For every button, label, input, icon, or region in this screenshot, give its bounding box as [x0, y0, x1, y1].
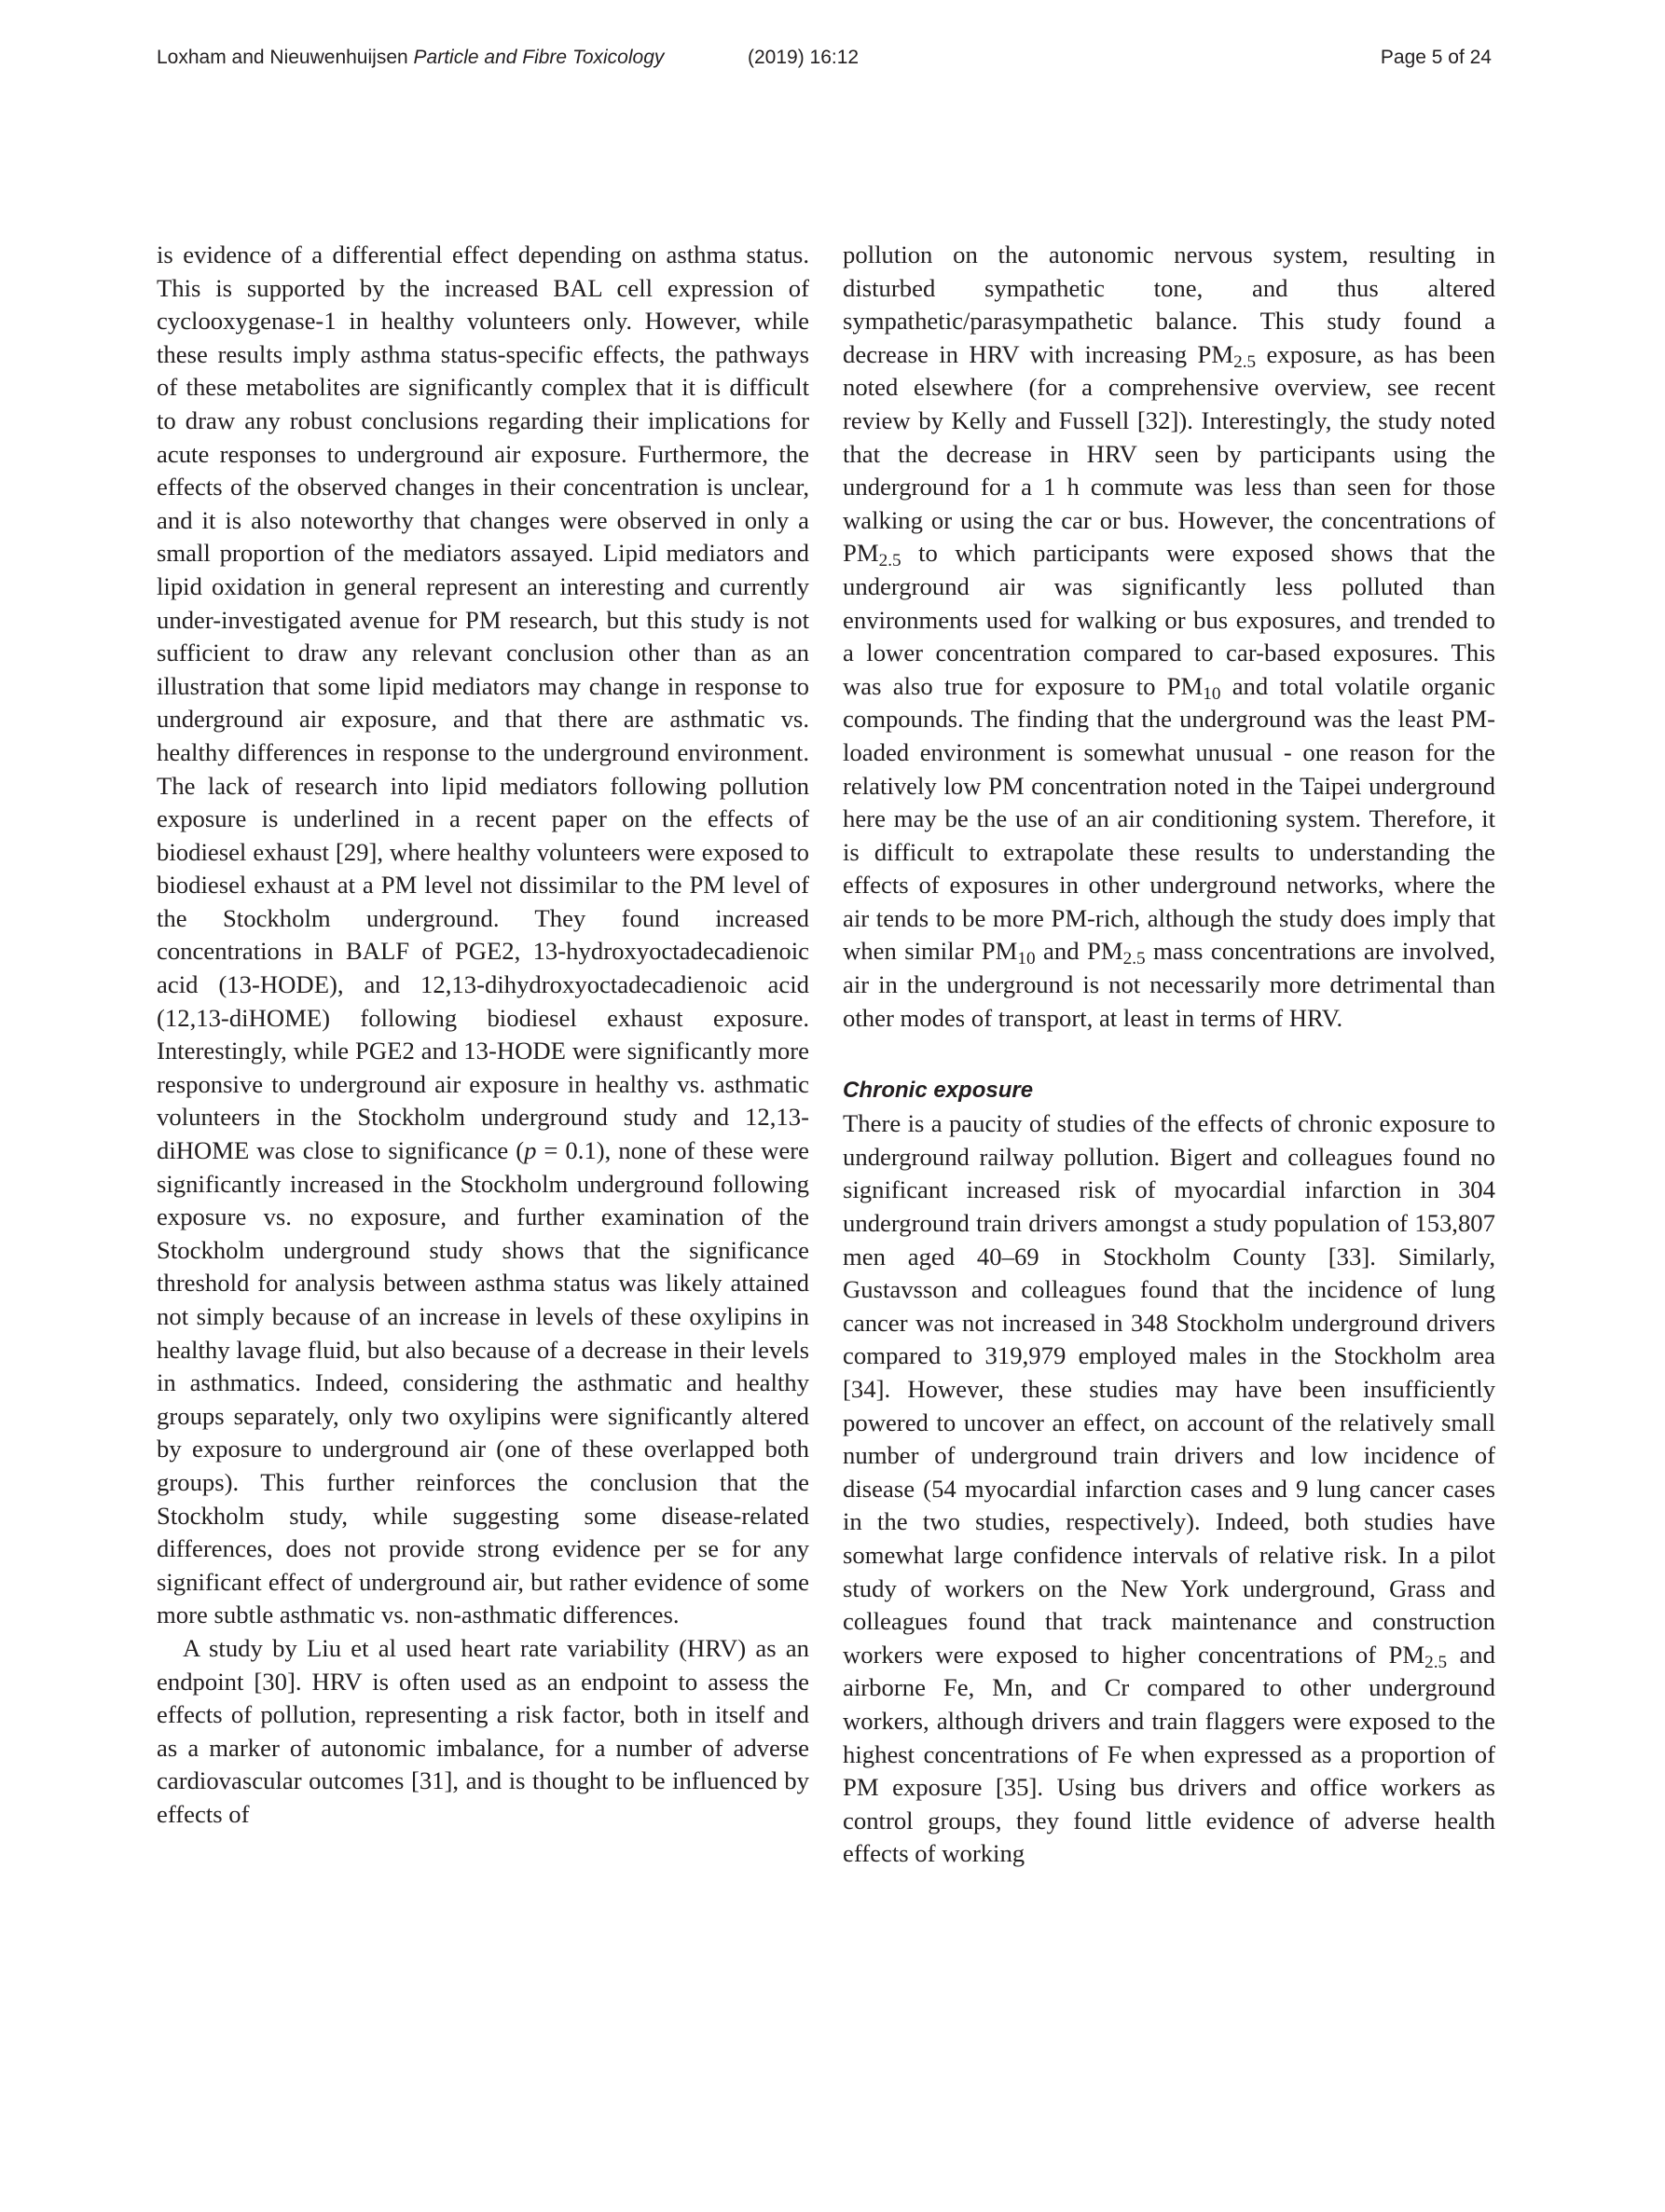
text-run: to which participants were exposed shows that the underground air was significantly less polluted than environments used for walking or bus exposures, and trended to a lower concentration compared to car-based exposures. This was also true for exposure to PM — [843, 539, 1495, 700]
text-run: There is a paucity of studies of the effects of chronic exposure to underground railway pollution. Bigert and colleagues found no significant increased risk of myocardial infarction in 304 underground train drivers amongst a study population of 153,807 men aged 40–69 in Stockholm County [33]. Similarly, Gustavsson and colleagues found that the incidence of lung cancer was not increased in 348 Stockholm underground drivers compared to 319,979 employed males in the Stockholm area [34]. However, these studies may have been insufficiently powered to uncover an effect, on account of the relatively small number of underground train drivers and low incidence of disease (54 myocardial infarction cases and 9 lung cancer cases in the two studies, respectively). Indeed, both studies have somewhat large confidence intervals of relative risk. In a pilot study of workers on the New York underground, Grass and colleagues found that track maintenance and construction workers were exposed to higher concentrations of PM — [843, 1109, 1495, 1669]
text-run: and airborne Fe, Mn, and Cr compared to other underground workers, although drivers and train flaggers were exposed to the highest concentrations of Fe when expressed as a proportion of PM exposure [35]. Using bus drivers and office workers as control groups, they found little evidence of adverse health effects of working — [843, 1640, 1495, 1868]
variable-p: p — [524, 1136, 537, 1165]
text-run: is evidence of a differential effect depending on asthma status. This is supported by the increased BAL cell expression of cyclooxygenase-1 in healthy volunteers only. However, while these results imply asthma status-specific effects, the pathways of these metabolites are significantly complex that it is difficult to draw any robust conclusions regarding their implications for acute responses to underground air exposure. Furthermore, the effects of the observed changes in their concentration is unclear, and it is also noteworthy that changes were observed in only a small proportion of the mediators assayed. Lipid mediators and lipid oxidation in general represent an interesting and currently under-investigated avenue for PM research, but this study is not sufficient to draw any relevant conclusion other than as an illustration that some lipid mediators may change in response to underground air exposure, and that there are asthmatic vs. healthy differences in response to the underground environment. The lack of research into lipid mediators following pollution exposure is underlined in a recent paper on the effects of biodiesel exhaust [29], where healthy volunteers were exposed to biodiesel exhaust at a PM level not dissimilar to the PM level of the Stockholm underground. They found increased concentrations in BALF of PGE2, 13-hydroxyoctadecadienoic acid (13-HODE), and 12,13-dihydroxyoctadecadienoic acid (12,13-diHOME) following biodiesel exhaust exposure. Interestingly, while PGE2 and 13-HODE were significantly more responsive to underground air exposure in healthy vs. asthmatic volunteers in the Stockholm underground study and 12,13-diHOME was close to significance ( — [157, 240, 809, 1165]
text-run: and total volatile organic compounds. The finding that the underground was the least PM-loaded environment is somewhat unusual - one reason for the relatively low PM concentration noted in the Taipei underground here may be the use of an air conditioning system. Therefore, it is difficult to extrapolate these results to understanding the effects of exposures in other underground networks, where the air tends to be more PM-rich, although the study does imply that when similar PM — [843, 671, 1495, 966]
subscript: 2.5 — [1424, 1652, 1448, 1672]
subscript: 2.5 — [878, 551, 901, 571]
subscript: 2.5 — [1233, 351, 1257, 372]
paragraph — [843, 239, 1495, 1035]
header-authors — [157, 47, 664, 69]
subscript: 10 — [1017, 949, 1036, 969]
header-year-volume: (2019) 16:12 — [748, 47, 860, 68]
subscript: 2.5 — [1122, 949, 1146, 969]
paragraph — [157, 239, 809, 1632]
text-run: exposure, as has been noted elsewhere (for a comprehensive overview, see recent review by Kelly and Fussell [32]). Interestingly, the study noted that the decrease in HRV seen by participants using the underground for a 1 h commute was less than seen for those walking or using the car or bus. However, the concentrations of PM — [843, 339, 1496, 568]
text-run: and PM — [1035, 937, 1123, 966]
left-column — [157, 239, 809, 1832]
header-page-number: Page 5 of 24 — [1380, 47, 1492, 68]
right-column — [843, 239, 1495, 1871]
section-heading: Chronic exposure — [843, 1078, 1034, 1104]
text-run: mass concentrations are involved, air in the underground is not necessarily more detrimental than other modes of transport, at least in terms of HRV. — [843, 937, 1495, 1032]
journal-name: Particle and Fibre Toxicology — [413, 47, 665, 68]
running-header — [0, 47, 1665, 84]
paragraph — [843, 1107, 1495, 1871]
paragraph: A study by Liu et al used heart rate variability (HRV) as an endpoint [30]. HRV is often used as an endpoint to assess the effects of pollution, representing a risk factor, both in itself and as a marker of autonomic imbalance, for a number of adverse cardiovascular outcomes [31], and is thought to be influenced by effects of — [157, 1633, 809, 1828]
subscript: 10 — [1203, 683, 1221, 704]
author-names: Loxham and Nieuwenhuijsen — [157, 47, 408, 68]
text-run: = 0.1), none of these were significantly increased in the Stockholm underground following exposure vs. no exposure, and further examination of the Stockholm underground study shows that the significance threshold for analysis between asthma status was likely attained not simply because of an increase in levels of these oxylipins in healthy lavage fluid, but also because of a decrease in their levels in asthmatics. Indeed, considering the asthmatic and healthy groups separately, only two oxylipins were significantly altered by exposure to underground air (one of these overlapped both groups). This further reinforces the conclusion that the Stockholm study, while suggesting some disease-related differences, does not provide strong evidence per se for any significant effect of underground air, but rather evidence of some more subtle asthmatic vs. non-asthmatic differences. — [157, 1136, 810, 1629]
text-run: pollution on the autonomic nervous system, resulting in disturbed sympathetic tone, and thus altered sympathetic/parasympathetic balance. This study found a decrease in HRV with increasing PM — [843, 240, 1495, 368]
